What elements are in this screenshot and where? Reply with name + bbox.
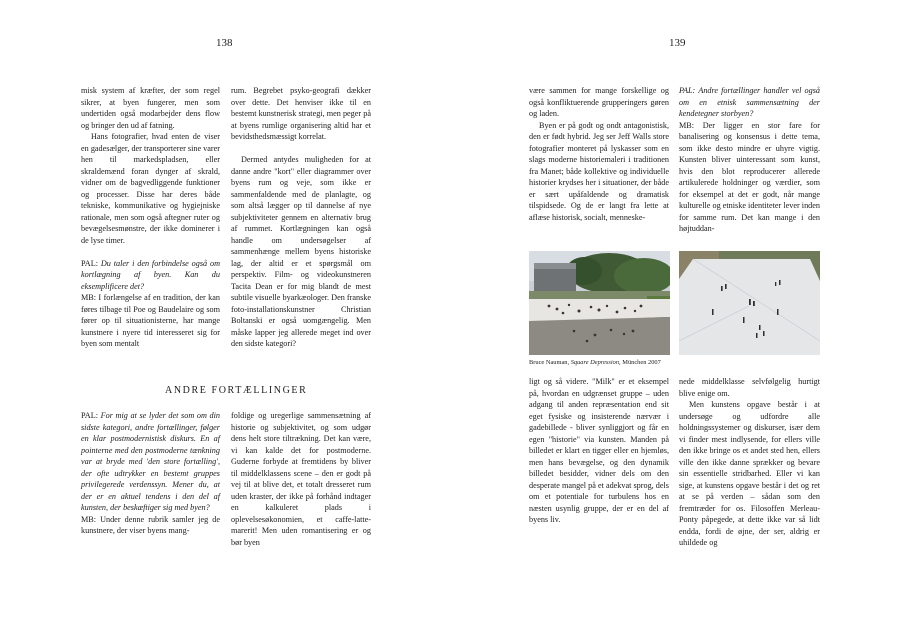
interview-question — [81, 258, 220, 293]
paragraph: være sammen for mange forskellige og også konfliktuerende grupperingers gøren og laden. — [529, 86, 669, 118]
right-column-top — [679, 85, 820, 235]
interview-question — [679, 85, 820, 120]
paragraph: misk system af kræfter, der som regel sikrer, at byen fungerer, men som undertiden også modarbejder dens flow og bringer den ud af fatning. — [81, 86, 220, 130]
paragraph: rum. Begrebet psyko-geografi dækker over dette. Det henviser ikke til en bestemt kunstnerisk strategi, men peger på at byens rumlige organisering altid har et bevidsthedsmæssigt korrelat. — [231, 86, 371, 141]
left-column-bottom — [529, 376, 669, 526]
paragraph: foldige og uregerlige sammensætning af historie og subjektivitet, og som udgør dens helt store tiltrækning. Det kan være, vi kan kalde det for postmoderne. Guderne forbyde at fremtidens by bliver til middelklassens scene – den er godt på vej til at blive det, et totalt dresseret rum uden kraster, der ikke på forhånd indtager en kalkuleret plads i oplevelsesøkonomien, et caffe-latte-marerit! Men uden romantisering er og bør byen — [231, 411, 371, 547]
plaza-crowd-photo — [529, 251, 670, 355]
interview-answer: MB: Der ligger en stor fare for banalisering og konsensus i dette tema, som ikke desto mindre er uhyre vigtig. Kunsten bliver uinteressant som kunst, hvis den blot reproducerer allerede artikulerede holdninger og værdier, som for eksempel at det er godt, når mange kulturelle og etniske identiteter lever inden for samme rum. Det kan mange i den højtuddan- — [679, 120, 820, 233]
section-heading: ANDRE FORTÆLLINGER — [165, 385, 308, 396]
interview-question — [81, 410, 220, 514]
caption-artist: Bruce Nauman, — [529, 359, 570, 366]
paragraph: Dermed antydes muligheden for at danne andre "kort" eller diagrammer over byens rum og veje, som ikke er sammenfaldende med de planlagte, og som altså lægger op til dannelse af nye subjektiviteter gennem en alternativ brug af rummet. Kortlægningen kan også handle om undersøgelser af sammenhænge mellem byens historiske lag, der altid er et spørgsmål om perspektiv. Film- og videokunstneren Tacita Dean er for mig blandt de mest subtile visuelle byarkæologer. Den franske foto-installationskunstner Christian Boltanski er også uomgængelig. Men måske lapper jeg allerede meget ind over den sidste kategori? — [231, 155, 371, 348]
caption-place-year: München 2007 — [622, 359, 661, 366]
left-column-top — [529, 85, 669, 223]
speaker-label: PAL: — [81, 411, 98, 420]
aerial-square-photo — [679, 251, 820, 355]
page-number: 138 — [216, 37, 233, 49]
paragraph: nede middelklasse selvfølgelig hurtigt blive enige om. — [679, 377, 820, 398]
question-text: Du taler i den forbindelse også om kortlægning af byen. Kan du eksemplificere det? — [81, 258, 220, 291]
speaker-label: PAL: — [679, 86, 696, 95]
photo-image — [529, 251, 670, 355]
right-column-bottom — [679, 376, 820, 549]
right-page — [450, 0, 900, 636]
photo-image — [679, 251, 820, 355]
paragraph: ligt og så videre. "Milk" er et eksempel på, hvordan en udgrænset gruppe – uden adgang til anden repræsentation end sit eget fysiske og insisterende nærvær i gadebillede - bliver synliggjort og får en egen "historie" via kunsten. Manden på billedet er klart en tigger eller en hjemløs, men hans bevægelse, og den dynamik billedet besidder, vidner dels om den desperate mangel på et adekvat sprog, dels om et potentiale for turbulens hos en næsten usynlig gruppe, der er en del af byens liv. — [529, 377, 669, 524]
page-number: 139 — [669, 37, 686, 49]
right-column-top — [231, 85, 371, 350]
question-text: For mig at se lyder det som om din sidste kategori, andre fortællinger, følger en klar postmodernistisk diskurs. En af pointerne med den postmoderne tænkning var at bryde med 'den store fortælling', der ofte udtrykker en bestemt gruppes privilegerede verdenssyn. Mener du, at der er en aktuel tendens i den del af kunsten, der beskæftiger sig med byen? — [81, 411, 220, 512]
question-text: Andre fortællinger handler vel også om en etnisk sammensætning der kendetegner storbyen? — [679, 86, 820, 118]
left-column-bottom — [81, 410, 220, 537]
paragraph: Byen er på godt og ondt antagonistisk, den er født hybrid. Jeg ser Jeff Walls store fotografier monteret på lyskasser som en slags moderne historiemaleri i traditionen fra Manet; både kollektive og individuelle historier krydses her i situationer, der både er sært upåfaldende og dramatisk tilspidsede. Og de er langt fra lette at aflæse historisk, socialt, menneske- — [529, 120, 669, 222]
interview-answer: MB: Under denne rubrik samler jeg de kunstnere, der viser byens mang- — [81, 514, 220, 535]
interview-answer: MB: I forlængelse af en tradition, der kan føres tilbage til Poe og Baudelaire og som fører op til situationisterne, har mange kunstnere i nyere tid interesseret sig for byen som mentalt — [81, 293, 220, 348]
caption-title: Square Depression, — [570, 359, 621, 366]
figure-caption — [529, 359, 661, 366]
paragraph: Hans fotografier, hvad enten de viser en gadesælger, der transporterer sine varer hen til markedspladsen, eller skraldemænd foran dynger af skrald, vidner om de bagvedliggende funktioner og processer. Disse har deres både tekniske, kommunikative og hygiejniske rationale, men som også aftegner ruter og bevægelsesmønstre, der ikke dominerer i de lyse timer. — [81, 132, 220, 245]
right-column-bottom — [231, 410, 371, 548]
left-column-top — [81, 85, 220, 350]
speaker-label: PAL: — [81, 258, 98, 268]
paragraph: Men kunstens opgave består i at undersøge og udfordre alle holdningssystemer og diskurser, især dem vi finder mest indlysende, for ellers ville den ikke bringe os et andet sted hen, ellers ville den ikke danne sprækker og bevare sin essentielle stridbarhed. Eller vi kan sige, at kunstens opgave består i det og ret at se på verden – sådan som den fremtræder for os. Filosoffen Merleau-Ponty påpegede, at dette ikke var så lidt endda, fordi de øjne, der ser, aldrig er uhildede og — [679, 400, 820, 547]
